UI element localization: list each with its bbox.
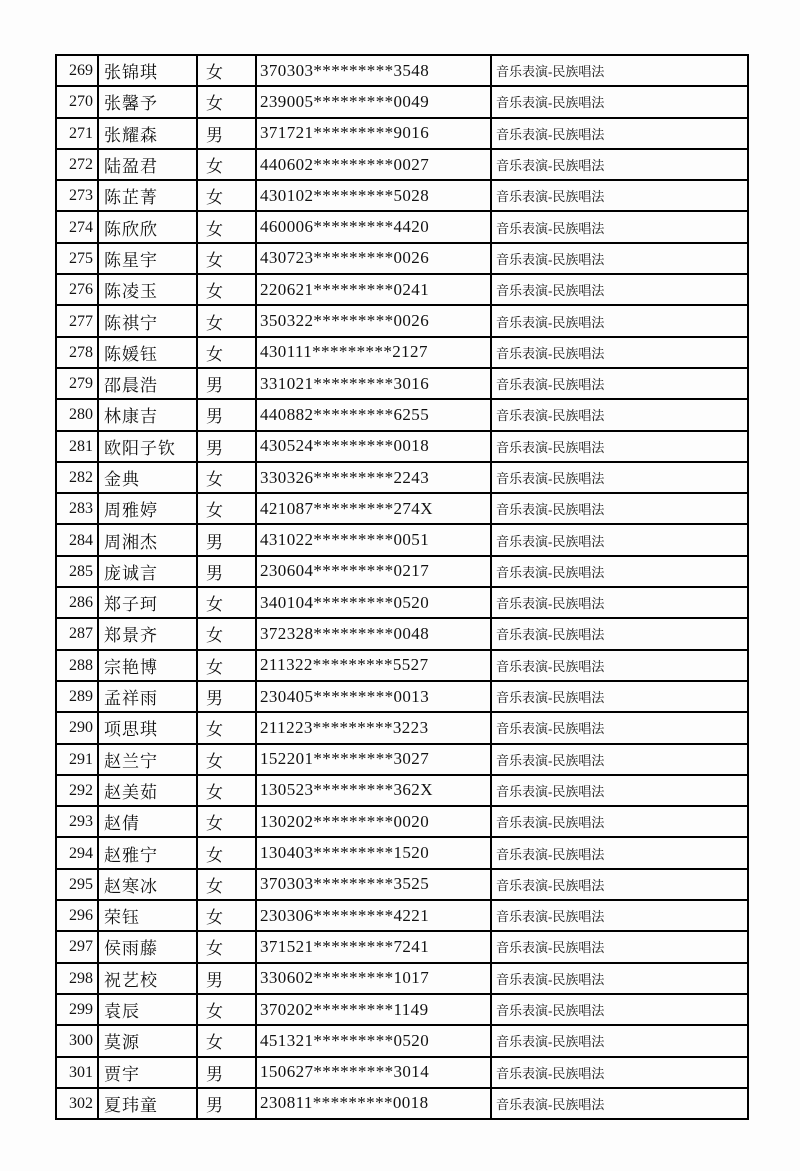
row-number-cell: 269	[56, 55, 98, 86]
major-cell: 音乐表演-民族唱法	[491, 243, 748, 274]
masked-id-cell: 421087*********274X	[256, 493, 491, 524]
masked-id-cell: 230306*********4221	[256, 900, 491, 931]
gender-cell: 男	[197, 963, 256, 994]
table-row	[56, 775, 748, 806]
gender-cell: 男	[197, 681, 256, 712]
table-row	[56, 149, 748, 180]
gender-cell: 女	[197, 900, 256, 931]
major-cell: 音乐表演-民族唱法	[491, 55, 748, 86]
row-number-cell: 301	[56, 1057, 98, 1088]
table-row	[56, 1088, 748, 1119]
table-row	[56, 681, 748, 712]
gender-cell: 女	[197, 806, 256, 837]
row-number-cell: 271	[56, 118, 98, 149]
table-row	[56, 305, 748, 336]
candidate-name-cell: 赵倩	[98, 806, 197, 837]
candidate-name-cell: 孟祥雨	[98, 681, 197, 712]
gender-cell: 女	[197, 493, 256, 524]
gender-cell: 女	[197, 775, 256, 806]
gender-cell: 女	[197, 55, 256, 86]
gender-cell: 女	[197, 1025, 256, 1056]
masked-id-cell: 372328*********0048	[256, 618, 491, 649]
major-cell: 音乐表演-民族唱法	[491, 587, 748, 618]
major-cell: 音乐表演-民族唱法	[491, 681, 748, 712]
candidate-name-cell: 周雅婷	[98, 493, 197, 524]
masked-id-cell: 431022*********0051	[256, 524, 491, 555]
gender-cell: 女	[197, 869, 256, 900]
table-row	[56, 337, 748, 368]
masked-id-cell: 230405*********0013	[256, 681, 491, 712]
major-cell: 音乐表演-民族唱法	[491, 337, 748, 368]
row-number-cell: 290	[56, 712, 98, 743]
major-cell: 音乐表演-民族唱法	[491, 180, 748, 211]
table-row	[56, 963, 748, 994]
table-row	[56, 618, 748, 649]
gender-cell: 女	[197, 86, 256, 117]
row-number-cell: 280	[56, 399, 98, 430]
major-cell: 音乐表演-民族唱法	[491, 462, 748, 493]
candidate-name-cell: 项思琪	[98, 712, 197, 743]
gender-cell: 女	[197, 931, 256, 962]
candidate-name-cell: 周湘杰	[98, 524, 197, 555]
gender-cell: 女	[197, 149, 256, 180]
candidate-name-cell: 夏玮童	[98, 1088, 197, 1119]
masked-id-cell: 451321*********0520	[256, 1025, 491, 1056]
masked-id-cell: 440882*********6255	[256, 399, 491, 430]
masked-id-cell: 150627*********3014	[256, 1057, 491, 1088]
masked-id-cell: 130202*********0020	[256, 806, 491, 837]
major-cell: 音乐表演-民族唱法	[491, 744, 748, 775]
row-number-cell: 296	[56, 900, 98, 931]
table-row	[56, 211, 748, 242]
candidate-name-cell: 祝艺校	[98, 963, 197, 994]
major-cell: 音乐表演-民族唱法	[491, 305, 748, 336]
row-number-cell: 276	[56, 274, 98, 305]
major-cell: 音乐表演-民族唱法	[491, 399, 748, 430]
row-number-cell: 277	[56, 305, 98, 336]
masked-id-cell: 430111*********2127	[256, 337, 491, 368]
major-cell: 音乐表演-民族唱法	[491, 86, 748, 117]
table-row	[56, 556, 748, 587]
row-number-cell: 273	[56, 180, 98, 211]
row-number-cell: 293	[56, 806, 98, 837]
major-cell: 音乐表演-民族唱法	[491, 963, 748, 994]
table-row	[56, 86, 748, 117]
candidate-name-cell: 邵晨浩	[98, 368, 197, 399]
row-number-cell: 299	[56, 994, 98, 1025]
row-number-cell: 279	[56, 368, 98, 399]
masked-id-cell: 230811*********0018	[256, 1088, 491, 1119]
masked-id-cell: 430524*********0018	[256, 431, 491, 462]
row-number-cell: 286	[56, 587, 98, 618]
row-number-cell: 274	[56, 211, 98, 242]
row-number-cell: 300	[56, 1025, 98, 1056]
gender-cell: 女	[197, 744, 256, 775]
major-cell: 音乐表演-民族唱法	[491, 775, 748, 806]
masked-id-cell: 370202*********1149	[256, 994, 491, 1025]
table-row	[56, 243, 748, 274]
masked-id-cell: 211223*********3223	[256, 712, 491, 743]
major-cell: 音乐表演-民族唱法	[491, 118, 748, 149]
row-number-cell: 283	[56, 493, 98, 524]
candidate-roster-table	[55, 54, 749, 1120]
table-row	[56, 931, 748, 962]
masked-id-cell: 370303*********3548	[256, 55, 491, 86]
gender-cell: 女	[197, 618, 256, 649]
row-number-cell: 282	[56, 462, 98, 493]
table-row	[56, 399, 748, 430]
candidate-name-cell: 袁辰	[98, 994, 197, 1025]
candidate-name-cell: 陈凌玉	[98, 274, 197, 305]
major-cell: 音乐表演-民族唱法	[491, 994, 748, 1025]
masked-id-cell: 440602*********0027	[256, 149, 491, 180]
masked-id-cell: 460006*********4420	[256, 211, 491, 242]
table-row	[56, 180, 748, 211]
gender-cell: 女	[197, 243, 256, 274]
gender-cell: 女	[197, 462, 256, 493]
table-row	[56, 368, 748, 399]
major-cell: 音乐表演-民族唱法	[491, 493, 748, 524]
gender-cell: 女	[197, 305, 256, 336]
gender-cell: 男	[197, 556, 256, 587]
row-number-cell: 281	[56, 431, 98, 462]
candidate-name-cell: 陆盈君	[98, 149, 197, 180]
table-row	[56, 1025, 748, 1056]
candidate-name-cell: 张耀森	[98, 118, 197, 149]
row-number-cell: 285	[56, 556, 98, 587]
table-row	[56, 806, 748, 837]
candidate-name-cell: 宗艳博	[98, 650, 197, 681]
major-cell: 音乐表演-民族唱法	[491, 556, 748, 587]
candidate-name-cell: 赵寒冰	[98, 869, 197, 900]
candidate-name-cell: 欧阳子钦	[98, 431, 197, 462]
major-cell: 音乐表演-民族唱法	[491, 368, 748, 399]
table-row	[56, 1057, 748, 1088]
row-number-cell: 275	[56, 243, 98, 274]
row-number-cell: 294	[56, 837, 98, 868]
table-row	[56, 118, 748, 149]
gender-cell: 女	[197, 180, 256, 211]
candidate-name-cell: 陈芷菁	[98, 180, 197, 211]
table-row	[56, 650, 748, 681]
gender-cell: 女	[197, 837, 256, 868]
candidate-name-cell: 侯雨藤	[98, 931, 197, 962]
gender-cell: 男	[197, 524, 256, 555]
major-cell: 音乐表演-民族唱法	[491, 618, 748, 649]
table-row	[56, 462, 748, 493]
row-number-cell: 289	[56, 681, 98, 712]
masked-id-cell: 220621*********0241	[256, 274, 491, 305]
candidate-name-cell: 莫源	[98, 1025, 197, 1056]
masked-id-cell: 430102*********5028	[256, 180, 491, 211]
masked-id-cell: 371521*********7241	[256, 931, 491, 962]
major-cell: 音乐表演-民族唱法	[491, 1025, 748, 1056]
candidate-name-cell: 赵雅宁	[98, 837, 197, 868]
masked-id-cell: 430723*********0026	[256, 243, 491, 274]
gender-cell: 女	[197, 211, 256, 242]
candidate-name-cell: 赵兰宁	[98, 744, 197, 775]
row-number-cell: 292	[56, 775, 98, 806]
candidate-name-cell: 陈星宇	[98, 243, 197, 274]
major-cell: 音乐表演-民族唱法	[491, 900, 748, 931]
table-row	[56, 900, 748, 931]
row-number-cell: 284	[56, 524, 98, 555]
table-row	[56, 524, 748, 555]
row-number-cell: 295	[56, 869, 98, 900]
masked-id-cell: 331021*********3016	[256, 368, 491, 399]
row-number-cell: 297	[56, 931, 98, 962]
roster-table-body	[56, 55, 748, 1119]
major-cell: 音乐表演-民族唱法	[491, 524, 748, 555]
major-cell: 音乐表演-民族唱法	[491, 149, 748, 180]
masked-id-cell: 330326*********2243	[256, 462, 491, 493]
table-row	[56, 55, 748, 86]
gender-cell: 女	[197, 650, 256, 681]
table-row	[56, 274, 748, 305]
gender-cell: 女	[197, 587, 256, 618]
major-cell: 音乐表演-民族唱法	[491, 1088, 748, 1119]
masked-id-cell: 340104*********0520	[256, 587, 491, 618]
table-row	[56, 431, 748, 462]
gender-cell: 女	[197, 274, 256, 305]
masked-id-cell: 350322*********0026	[256, 305, 491, 336]
candidate-name-cell: 金典	[98, 462, 197, 493]
table-row	[56, 712, 748, 743]
candidate-name-cell: 张馨予	[98, 86, 197, 117]
major-cell: 音乐表演-民族唱法	[491, 806, 748, 837]
major-cell: 音乐表演-民族唱法	[491, 650, 748, 681]
masked-id-cell: 330602*********1017	[256, 963, 491, 994]
gender-cell: 男	[197, 368, 256, 399]
candidate-name-cell: 贾宇	[98, 1057, 197, 1088]
major-cell: 音乐表演-民族唱法	[491, 274, 748, 305]
gender-cell: 男	[197, 1088, 256, 1119]
masked-id-cell: 130403*********1520	[256, 837, 491, 868]
candidate-name-cell: 赵美茹	[98, 775, 197, 806]
row-number-cell: 291	[56, 744, 98, 775]
table-row	[56, 869, 748, 900]
table-row	[56, 493, 748, 524]
row-number-cell: 278	[56, 337, 98, 368]
masked-id-cell: 230604*********0217	[256, 556, 491, 587]
candidate-name-cell: 郑子珂	[98, 587, 197, 618]
candidate-name-cell: 林康吉	[98, 399, 197, 430]
table-row	[56, 994, 748, 1025]
candidate-name-cell: 郑景齐	[98, 618, 197, 649]
candidate-name-cell: 张锦琪	[98, 55, 197, 86]
gender-cell: 女	[197, 337, 256, 368]
table-row	[56, 744, 748, 775]
gender-cell: 男	[197, 399, 256, 430]
row-number-cell: 270	[56, 86, 98, 117]
major-cell: 音乐表演-民族唱法	[491, 837, 748, 868]
row-number-cell: 302	[56, 1088, 98, 1119]
table-row	[56, 587, 748, 618]
masked-id-cell: 370303*********3525	[256, 869, 491, 900]
row-number-cell: 272	[56, 149, 98, 180]
candidate-name-cell: 庞诚言	[98, 556, 197, 587]
candidate-name-cell: 陈媛钰	[98, 337, 197, 368]
gender-cell: 女	[197, 994, 256, 1025]
masked-id-cell: 371721*********9016	[256, 118, 491, 149]
row-number-cell: 288	[56, 650, 98, 681]
major-cell: 音乐表演-民族唱法	[491, 931, 748, 962]
major-cell: 音乐表演-民族唱法	[491, 1057, 748, 1088]
row-number-cell: 298	[56, 963, 98, 994]
major-cell: 音乐表演-民族唱法	[491, 869, 748, 900]
masked-id-cell: 239005*********0049	[256, 86, 491, 117]
gender-cell: 男	[197, 1057, 256, 1088]
table-row	[56, 837, 748, 868]
gender-cell: 男	[197, 118, 256, 149]
candidate-name-cell: 陈祺宁	[98, 305, 197, 336]
gender-cell: 女	[197, 712, 256, 743]
candidate-name-cell: 陈欣欣	[98, 211, 197, 242]
masked-id-cell: 130523*********362X	[256, 775, 491, 806]
masked-id-cell: 152201*********3027	[256, 744, 491, 775]
candidate-name-cell: 荣钰	[98, 900, 197, 931]
row-number-cell: 287	[56, 618, 98, 649]
major-cell: 音乐表演-民族唱法	[491, 211, 748, 242]
major-cell: 音乐表演-民族唱法	[491, 431, 748, 462]
gender-cell: 男	[197, 431, 256, 462]
masked-id-cell: 211322*********5527	[256, 650, 491, 681]
major-cell: 音乐表演-民族唱法	[491, 712, 748, 743]
